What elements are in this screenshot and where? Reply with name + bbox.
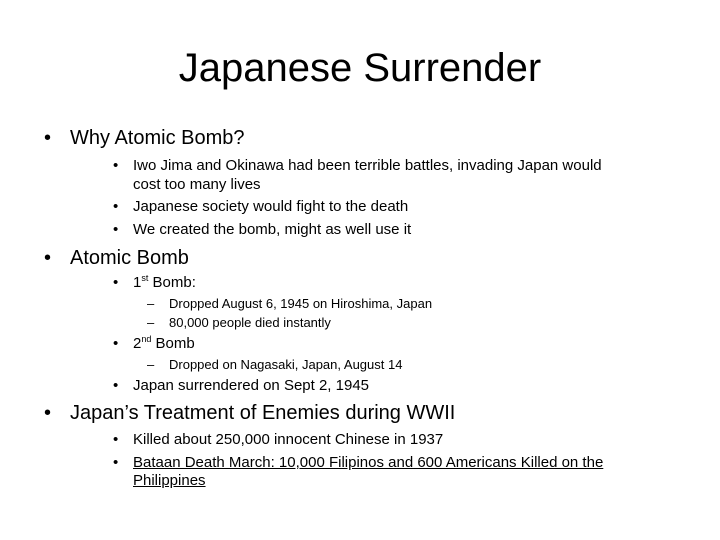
bullet-icon: •: [113, 198, 119, 215]
bullet-icon: •: [113, 454, 119, 471]
point-text: Philippines: [133, 472, 206, 489]
point-text: Japanese society would fight to the death: [133, 198, 409, 215]
point-iwo-jima: [113, 157, 602, 175]
bullet-icon: •: [113, 274, 119, 291]
detail-text: Dropped August 6, 1945 on Hiroshima, Japan: [169, 296, 433, 311]
detail-casualties: [147, 315, 331, 331]
point-text: Killed about 250,000 innocent Chinese in 1937: [133, 431, 444, 448]
bullet-icon: •: [113, 335, 119, 352]
bullet-atomic-bomb: [44, 246, 189, 270]
detail-hiroshima: [147, 296, 433, 312]
point-iwo-jima-continued: [133, 176, 261, 194]
point-fight-to-death: [113, 198, 409, 216]
point-text: Japan surrendered on Sept 2, 1945: [133, 377, 370, 394]
dash-icon: –: [147, 357, 155, 372]
detail-text: 80,000 people died instantly: [169, 315, 331, 330]
first-bomb-label: Bomb:: [148, 274, 196, 291]
detail-nagasaki: [147, 357, 403, 373]
bullet-treatment-of-enemies: [44, 401, 456, 425]
bullet-icon: •: [113, 431, 119, 448]
second-bomb-ordinal: nd: [141, 334, 152, 344]
second-bomb-number: 2: [133, 335, 142, 352]
bullet-icon: •: [44, 247, 52, 269]
heading-treatment-of-enemies: Japan’s Treatment of Enemies during WWII: [70, 402, 456, 424]
point-surrender: [113, 377, 370, 395]
first-bomb-ordinal: st: [141, 273, 149, 283]
point-text: Bataan Death March: 10,000 Filipinos and 600 Americans Killed on the: [133, 454, 604, 471]
bullet-icon: •: [44, 402, 52, 424]
heading-atomic-bomb: Atomic Bomb: [70, 247, 189, 269]
point-killed-chinese: [113, 431, 444, 449]
bullet-icon: •: [113, 377, 119, 394]
point-text: We created the bomb, might as well use it: [133, 221, 412, 238]
first-bomb-number: 1: [133, 274, 142, 291]
point-text: cost too many lives: [133, 176, 261, 193]
point-bataan-death-march: [113, 454, 604, 472]
point-second-bomb: [113, 334, 195, 353]
point-text: Iwo Jima and Okinawa had been terrible battles, invading Japan would: [133, 157, 602, 174]
detail-text: Dropped on Nagasaki, Japan, August 14: [169, 357, 403, 372]
point-first-bomb: [113, 273, 196, 292]
heading-why-atomic-bomb: Why Atomic Bomb?: [70, 127, 245, 149]
dash-icon: –: [147, 296, 155, 311]
second-bomb-label: Bomb: [151, 335, 195, 352]
bullet-icon: •: [44, 127, 52, 149]
slide-title: Japanese Surrender: [178, 46, 542, 90]
point-created-bomb: [113, 221, 412, 239]
bullet-icon: •: [113, 221, 119, 238]
dash-icon: –: [147, 315, 155, 330]
bullet-why-atomic-bomb: [44, 126, 245, 150]
point-bataan-continued: [133, 472, 206, 490]
bullet-icon: •: [113, 157, 119, 174]
